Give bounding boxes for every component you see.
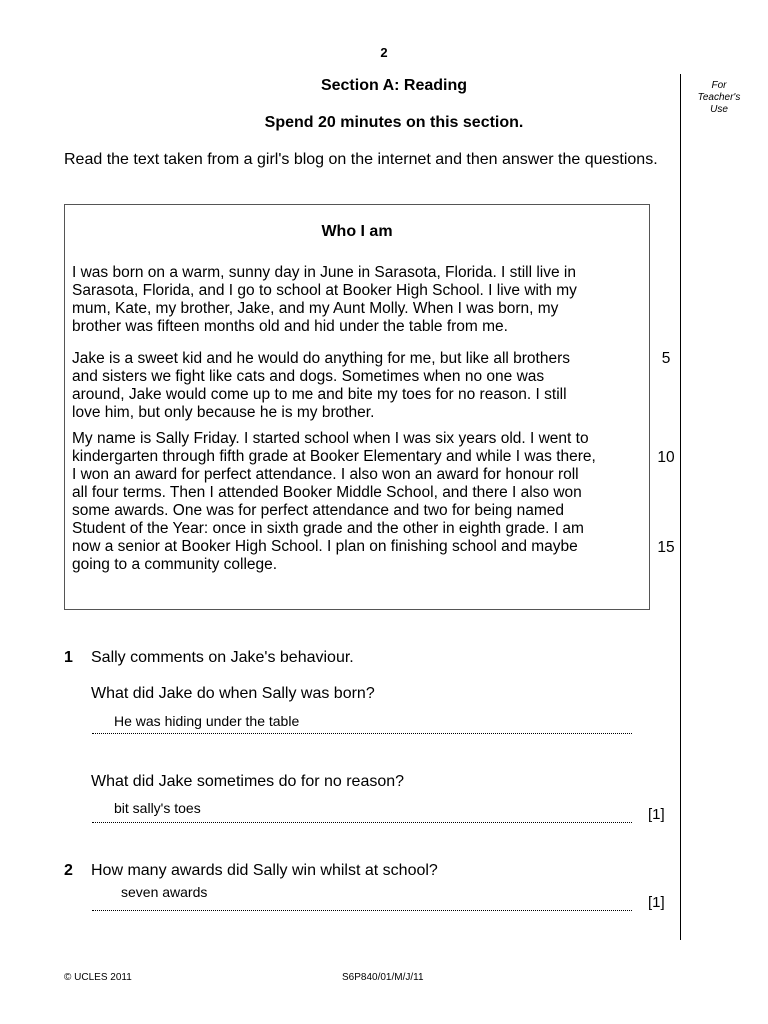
question-2-mark: [1] (648, 894, 665, 911)
section-title: Section A: Reading (320, 77, 468, 94)
reading-instructions: Read the text taken from a girl's blog on the internet and then answer the questions. (64, 151, 658, 168)
question-1b-answer-line (92, 822, 632, 823)
question-2-answer[interactable]: seven awards (121, 884, 208, 900)
passage-line: all four terms. Then I attended Booker Middle School, and there I also won (72, 484, 582, 501)
page-number: 2 (380, 45, 388, 60)
passage-line: now a senior at Booker High School. I plan on finishing school and maybe (72, 538, 578, 555)
line-number-15: 15 (657, 539, 675, 556)
question-2-number: 2 (64, 862, 73, 879)
passage-line: brother was fifteen months old and hid under the table from me. (72, 318, 508, 335)
passage-line: Sarasota, Florida, and I go to school at Booker High School. I live with my (72, 282, 577, 299)
passage-line: Jake is a sweet kid and he would do anything for me, but like all brothers (72, 350, 570, 367)
question-1-number: 1 (64, 649, 73, 666)
teacher-margin-rule (680, 74, 681, 940)
passage-line: some awards. One was for perfect attendance and two for being named (72, 502, 564, 519)
passage-line: going to a community college. (72, 556, 278, 573)
teacher-use-line-2: Teacher's (697, 92, 741, 103)
passage-line: I was born on a warm, sunny day in June in Sarasota, Florida. I still live in (72, 264, 576, 281)
teacher-use-line-1: For (711, 80, 727, 91)
teacher-use-label (682, 80, 756, 116)
question-1a-prompt: What did Jake do when Sally was born? (91, 685, 375, 702)
passage-line: mum, Kate, my brother, Jake, and my Aunt Molly. When I was born, my (72, 300, 559, 317)
passage-line: love him, but only because he is my brother. (72, 404, 375, 421)
passage-paragraph-2 (72, 350, 644, 422)
passage-paragraph-3 (72, 430, 644, 574)
passage-line: Student of the Year: once in sixth grade and the other in eighth grade. I am (72, 520, 584, 537)
question-1-intro: Sally comments on Jake's behaviour. (91, 649, 354, 666)
question-2-answer-line (92, 910, 632, 911)
question-1-mark: [1] (648, 806, 665, 823)
passage-line: kindergarten through fifth grade at Booker Elementary and while I was there, (72, 448, 596, 465)
passage-title: Who I am (321, 223, 393, 240)
line-number-10: 10 (657, 449, 675, 466)
passage-line: and sisters we fight like cats and dogs. Sometimes when no one was (72, 368, 545, 385)
question-2-prompt: How many awards did Sally win whilst at school? (91, 862, 438, 879)
passage-line: My name is Sally Friday. I started school when I was six years old. I went to (72, 430, 589, 447)
question-1a-answer[interactable]: He was hiding under the table (114, 713, 300, 729)
teacher-use-line-3: Use (710, 104, 728, 115)
question-1b-prompt: What did Jake sometimes do for no reason? (91, 773, 405, 790)
question-1b-answer[interactable]: bit sally's toes (114, 800, 201, 816)
passage-line: around, Jake would come up to me and bite my toes for no reason. I still (72, 386, 567, 403)
passage-line: I won an award for perfect attendance. I also won an award for honour roll (72, 466, 579, 483)
question-1a-answer-line (92, 733, 632, 734)
section-time-instruction: Spend 20 minutes on this section. (264, 114, 524, 131)
footer-copyright: © UCLES 2011 (64, 972, 132, 983)
line-number-5: 5 (661, 350, 671, 367)
passage-paragraph-1 (72, 264, 644, 336)
footer-paper-code: S6P840/01/M/J/11 (342, 972, 424, 983)
